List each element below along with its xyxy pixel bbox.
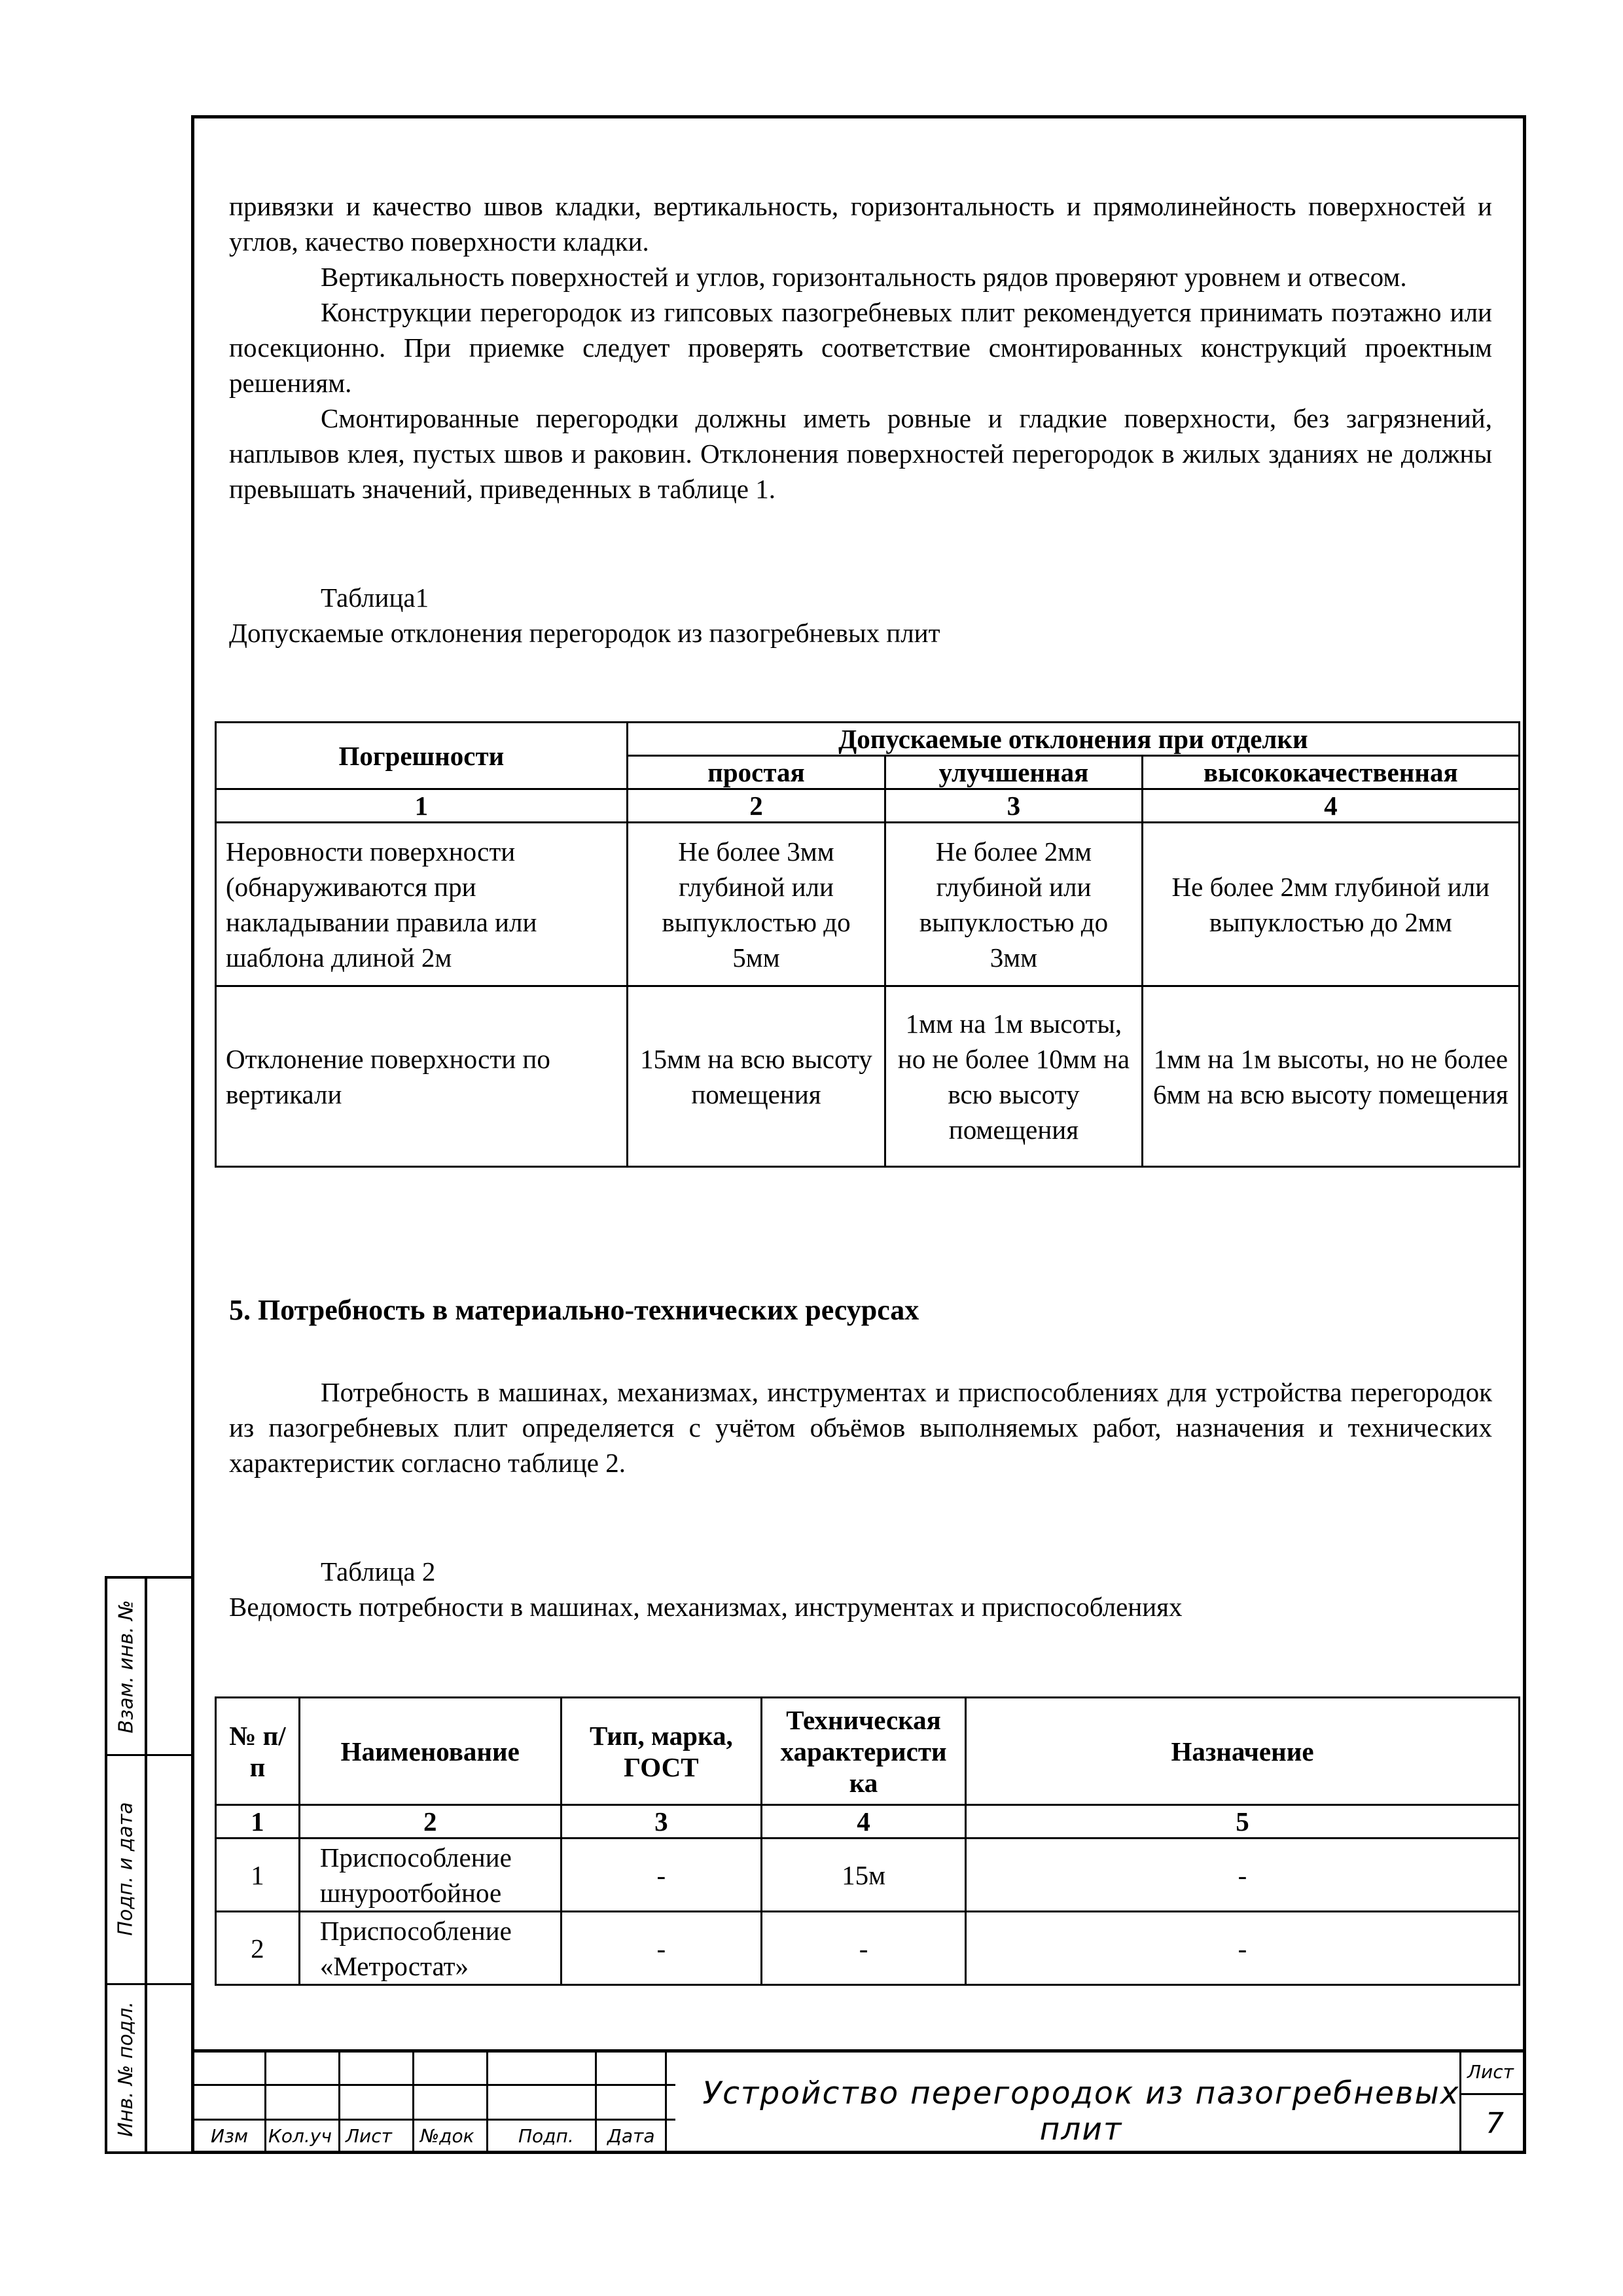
table2-header-name: Наименование (299, 1698, 561, 1805)
table2-r2-tech: - (762, 1912, 966, 1985)
table1 (215, 721, 1520, 1168)
table2-col-number: 2 (299, 1805, 561, 1839)
section5-paragraph: Потребность в машинах, механизмах, инструментах и приспособлениях для устройства перегородок из пазогребневых плит определяется с учётом объёмов выполняемых работ, назначения и технических характеристик согласно таблице 2. (229, 1377, 1492, 1478)
table1-r2-high: 1мм на 1м высоты, но не более 6мм на всю высоту помещения (1142, 986, 1519, 1167)
table1-header-high: высококачественная (1142, 756, 1519, 789)
tb-ndok: №док (420, 2125, 474, 2147)
table2-r1-type: - (561, 1839, 761, 1912)
side-label-podp: Подп. и дата (115, 1801, 137, 1936)
table2-col-number: 1 (216, 1805, 300, 1839)
document-title: Устройство перегородок из пазогребневых плит (702, 2075, 1460, 2147)
side-strip (105, 1576, 191, 2154)
title-block (191, 2049, 1526, 2154)
table1-r1-simple: Не более 3мм глубиной или выпуклостью до 5мм (627, 823, 885, 986)
table2-col-number: 5 (966, 1805, 1520, 1839)
table1-r2-name: Отклонение поверхности по вертикали (216, 986, 628, 1167)
table2-label: Таблица 2 (321, 1556, 436, 1587)
tb-list: Лист (346, 2125, 392, 2147)
sheet-number: 7 (1486, 2107, 1504, 2140)
paragraph-4: Смонтированные перегородки должны иметь ровные и гладкие поверхности, без загрязнений, наплывов клея, пустых швов и раковин. Отклонения поверхностей перегородок в жилых зданиях не должны превышать значений, приведенных в таблице 1. (229, 403, 1492, 504)
document-body (226, 188, 1508, 1986)
paragraph-2: Вертикальность поверхностей и углов, горизонтальность рядов проверяют уровнем и отвесом. (321, 262, 1407, 292)
table1-r1-name: Неровности поверхности (обнаруживаются при накладывании правила или шаблона длиной 2м (216, 823, 628, 986)
table2-caption (229, 1554, 1492, 1624)
table2-r1-name: Приспособление шнуроотбойное (299, 1839, 561, 1912)
side-label-vzam: Взам. инв. № (115, 1600, 137, 1733)
table1-label: Таблица1 (321, 583, 429, 613)
table2-r2-purpose: - (966, 1912, 1520, 1985)
table1-header-group: Допускаемые отклонения при отделки (627, 723, 1519, 756)
table2-header-type: Тип, марка, ГОСТ (561, 1698, 761, 1805)
table1-r2-improved: 1мм на 1м высоты, но не более 10мм на всю высоту помещения (885, 986, 1142, 1167)
tb-sheet-label: Лист (1467, 2061, 1514, 2083)
tb-podp: Подп. (518, 2125, 574, 2147)
tb-izm: Изм (211, 2125, 248, 2147)
table1-col-number: 1 (216, 789, 628, 823)
table2-title: Ведомость потребности в машинах, механизмах, инструментах и приспособлениях (229, 1592, 1183, 1622)
tb-kolvo: Кол.уч (268, 2125, 332, 2147)
table2-r1-purpose: - (966, 1839, 1520, 1912)
table1-header-simple: простая (627, 756, 885, 789)
table1-r2-simple: 15мм на всю высоту помещения (627, 986, 885, 1167)
table2 (215, 1696, 1520, 1986)
side-label-inv: Инв. № подл. (115, 2001, 137, 2137)
table2-r2-name: Приспособление «Метростат» (299, 1912, 561, 1985)
table2-header-purpose: Назначение (966, 1698, 1520, 1805)
table1-caption (229, 580, 1492, 651)
table1-r1-improved: Не более 2мм глубиной или выпуклостью до 3мм (885, 823, 1142, 986)
paragraph-3: Конструкции перегородок из гипсовых пазогребневых плит рекомендуется принимать поэтажно или посекционно. При приемке следует проверять соответствие смонтированных конструкций проектным решениям. (229, 297, 1492, 398)
table1-header-errors: Погрешности (216, 723, 628, 789)
table2-col-number: 3 (561, 1805, 761, 1839)
table1-header-improved: улучшенная (885, 756, 1142, 789)
table2-r1-num: 1 (216, 1839, 300, 1912)
table2-header-num: № п/п (216, 1698, 300, 1805)
table2-r2-type: - (561, 1912, 761, 1985)
table2-r2-num: 2 (216, 1912, 300, 1985)
table1-r1-high: Не более 2мм глубиной или выпуклостью до 2мм (1142, 823, 1519, 986)
table1-col-number: 3 (885, 789, 1142, 823)
table2-r1-tech: 15м (762, 1839, 966, 1912)
table2-header-tech: Техническая характеристи ка (762, 1698, 966, 1805)
table1-col-number: 4 (1142, 789, 1519, 823)
paragraph-1: привязки и качество швов кладки, вертикальность, горизонтальность и прямолинейность поверхностей и углов, качество поверхности кладки. (229, 191, 1492, 257)
table1-title: Допускаемые отклонения перегородок из пазогребневых плит (229, 618, 940, 648)
table1-col-number: 2 (627, 789, 885, 823)
table2-col-number: 4 (762, 1805, 966, 1839)
tb-data: Дата (607, 2125, 655, 2147)
section5-heading: 5. Потребность в материально-технических ресурсах (229, 1294, 919, 1326)
